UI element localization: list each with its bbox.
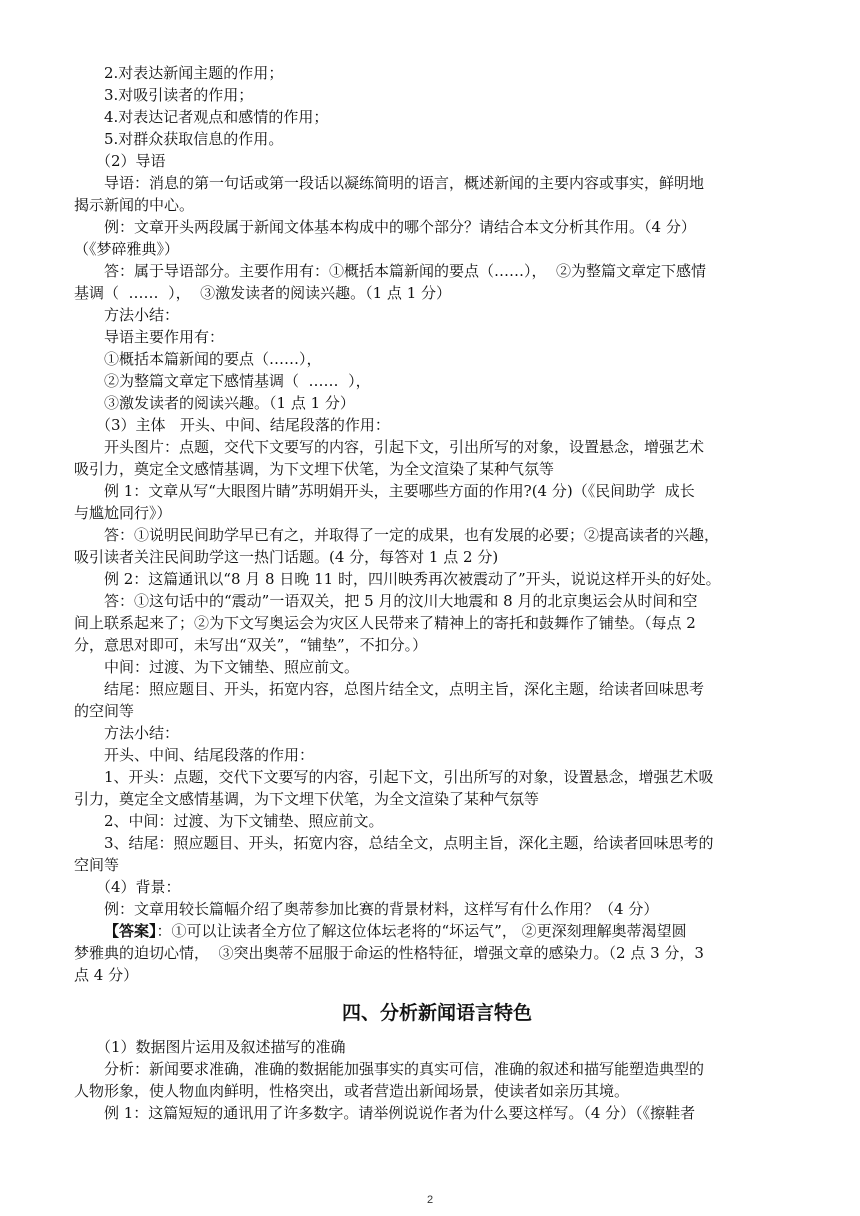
text-line: 例：文章用较长篇幅介绍了奥蒂参加比赛的背景材料，这样写有什么作用？（4 分） bbox=[104, 900, 659, 918]
text-line: 吸引力，奠定全文感情基调，为下文埋下伏笔，为全文渲染了某种气氛等 bbox=[74, 460, 555, 478]
body-text-top bbox=[74, 62, 800, 920]
answer-text: ：①可以让读者全方位了解这位体坛老将的“坏运气”， ②更深刻理解奥蒂渴望圆 bbox=[156, 922, 687, 940]
text-line: 2.对表达新闻主题的作用； bbox=[104, 64, 284, 82]
document-page bbox=[74, 62, 800, 1124]
text-line: 方法小结： bbox=[104, 724, 180, 742]
text-line: （2）导语 bbox=[96, 152, 166, 170]
text-line: 4.对表达记者观点和感情的作用； bbox=[104, 108, 329, 126]
text-line: 吸引读者关注民间助学这一热门话题。(4 分，每答对 1 点 2 分) bbox=[74, 548, 499, 566]
text-line: 间上联系起来了；②为下文写奥运会为灾区人民带来了精神上的寄托和鼓舞作了铺垫。（每点 2 bbox=[74, 614, 696, 632]
section-heading: 四、分析新闻语言特色 bbox=[341, 1002, 532, 1024]
text-line: 方法小结： bbox=[104, 306, 180, 324]
text-line: 例：文章开头两段属于新闻文体基本构成中的哪个部分？请结合本文分析其作用。（4 分） bbox=[104, 218, 696, 236]
text-line: 导语主要作用有： bbox=[104, 328, 225, 346]
text-line: 答：①说明民间助学早已有之，并取得了一定的成果，也有发展的必要；②提高读者的兴趣， bbox=[104, 526, 720, 544]
text-line: 导语：消息的第一句话或第一段话以凝练简明的语言，概述新闻的主要内容或事实，鲜明地 bbox=[104, 174, 705, 192]
text-line: 引力，奠定全文感情基调，为下文埋下伏笔，为全文渲染了某种气氛等 bbox=[74, 790, 540, 808]
text-line: 梦雅典的迫切心情， ③突出奥蒂不屈服于命运的性格特征，增强文章的感染力。（2 点 3 分，3 bbox=[74, 944, 704, 962]
text-line: 例 1：这篇短短的通讯用了许多数字。请举例说说作者为什么要这样写。（4 分）（《擦鞋者 bbox=[104, 1104, 696, 1122]
text-line: 开头图片：点题，交代下文要写的内容，引起下文，引出所写的对象，设置悬念，增强艺术 bbox=[104, 438, 705, 456]
text-line: ②为整篇文章定下感情基调（ …… ）， bbox=[104, 372, 371, 390]
text-line: 基调（ …… ）， ③激发读者的阅读兴趣。（1 点 1 分） bbox=[74, 284, 452, 302]
page-number: 2 bbox=[426, 1194, 434, 1206]
text-line: 1、开头：点题，交代下文要写的内容，引起下文，引出所写的对象，设置悬念，增强艺术吸 bbox=[104, 768, 714, 786]
text-line: 例 2：这篇通讯以“8 月 8 日晚 11 时，四川映秀再次被震动了”开头，说说这样开头的好处。 bbox=[104, 570, 721, 588]
text-line: （《梦碎雅典》） bbox=[74, 240, 180, 258]
text-line: ③激发读者的阅读兴趣。（1 点 1 分） bbox=[104, 394, 355, 412]
text-line: （4）背景： bbox=[96, 878, 181, 896]
text-line: 3、结尾：照应题目、开头，拓宽内容，总结全文，点明主旨，深化主题，给读者回味思考的 bbox=[104, 834, 714, 852]
text-line: 分，意思对即可，未写出“双关”，“铺垫”，不扣分。） bbox=[74, 636, 428, 654]
text-line: 空间等 bbox=[74, 856, 120, 874]
text-line: 中间：过渡、为下文铺垫、照应前文。 bbox=[104, 658, 360, 676]
text-line: 与尴尬同行》） bbox=[74, 504, 172, 522]
text-line: 例 1：文章从写“大眼图片睛”苏明娟开头，主要哪些方面的作用?(4 分)（《民间助学 成长 bbox=[104, 482, 695, 500]
text-line: ①概括本篇新闻的要点（……）， bbox=[104, 350, 322, 368]
text-line: 的空间等 bbox=[74, 702, 135, 720]
text-line: 人物形象，使人物血肉鲜明，性格突出，或者营造出新闻场景，使读者如亲历其境。 bbox=[74, 1082, 630, 1100]
text-line: （3）主体 开头、中间、结尾段落的作用： bbox=[96, 416, 390, 434]
body-text-after-answer bbox=[74, 942, 800, 986]
text-line: 揭示新闻的中心。 bbox=[74, 196, 195, 214]
text-line: 5.对群众获取信息的作用。 bbox=[104, 130, 284, 148]
text-line: 答：属于导语部分。主要作用有：①概括本篇新闻的要点（……）， ②为整篇文章定下感情 bbox=[104, 262, 707, 280]
text-line: 开头、中间、结尾段落的作用： bbox=[104, 746, 315, 764]
text-line: 答：①这句话中的“震动”一语双关，把 5 月的汶川大地震和 8 月的北京奥运会从时间和空 bbox=[104, 592, 698, 610]
answer-label: 【答案】 bbox=[104, 922, 157, 940]
text-line: 点 4 分） bbox=[74, 966, 139, 984]
text-line: 3.对吸引读者的作用； bbox=[104, 86, 254, 104]
answer-line bbox=[74, 920, 800, 942]
text-line: （1）数据图片运用及叙述描写的准确 bbox=[96, 1038, 346, 1056]
body-text-bottom bbox=[74, 1036, 800, 1124]
text-line: 2、中间：过渡、为下文铺垫、照应前文。 bbox=[104, 812, 384, 830]
text-line: 结尾：照应题目、开头，拓宽内容，总图片结全文，点明主旨，深化主题，给读者回味思考 bbox=[104, 680, 705, 698]
text-line: 分析：新闻要求准确，准确的数据能加强事实的真实可信，准确的叙述和描写能塑造典型的 bbox=[104, 1060, 705, 1078]
